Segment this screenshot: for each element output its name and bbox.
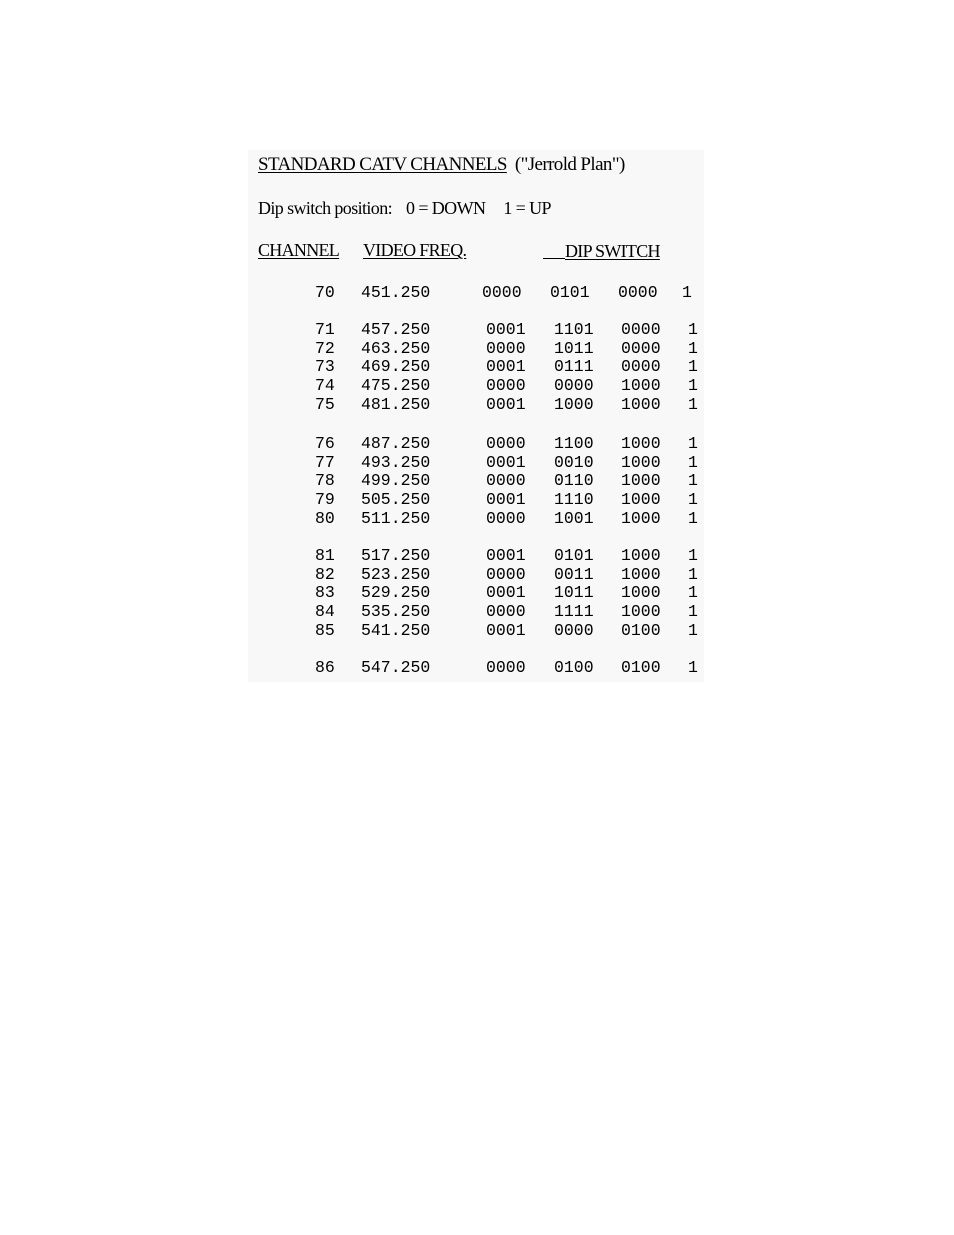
dip-switch-cell: 0110 xyxy=(554,471,594,490)
video-freq-cell: 529.250 xyxy=(361,583,431,602)
dip-switch-cell: 1011 xyxy=(554,339,594,358)
dip-switch-cell: 0000 xyxy=(486,658,526,677)
dip-switch-cell: 1 xyxy=(688,602,698,621)
dip-switch-cell: 0111 xyxy=(554,357,594,376)
video-freq-cell: 469.250 xyxy=(361,357,431,376)
dip-switch-cell: 0000 xyxy=(621,357,661,376)
dip-switch-cell: 0000 xyxy=(486,565,526,584)
channel-cell: 80 xyxy=(315,509,335,528)
dip-switch-cell: 1 xyxy=(688,434,698,453)
dip-switch-cell: 1 xyxy=(688,490,698,509)
dip-switch-cell: 1 xyxy=(688,320,698,339)
document-title: STANDARD CATV CHANNELS xyxy=(258,154,507,175)
dip-switch-cell: 1 xyxy=(688,471,698,490)
dip-switch-cell: 1101 xyxy=(554,320,594,339)
dip-switch-cell: 1 xyxy=(688,376,698,395)
video-freq-cell: 463.250 xyxy=(361,339,431,358)
channel-cell: 79 xyxy=(315,490,335,509)
video-freq-cell: 499.250 xyxy=(361,471,431,490)
dip-switch-cell: 0000 xyxy=(621,339,661,358)
dip-switch-cell: 0001 xyxy=(486,621,526,640)
dip-switch-cell: 0001 xyxy=(486,357,526,376)
dip-switch-cell: 1 xyxy=(688,509,698,528)
dip-switch-cell: 1 xyxy=(688,621,698,640)
video-freq-cell: 535.250 xyxy=(361,602,431,621)
video-freq-cell: 517.250 xyxy=(361,546,431,565)
dip-switch-cell: 0000 xyxy=(486,376,526,395)
dip-switch-cell: 1000 xyxy=(621,471,661,490)
dip-switch-cell: 1000 xyxy=(621,602,661,621)
dip-switch-cell: 0000 xyxy=(554,621,594,640)
dip-switch-cell: 0101 xyxy=(550,283,590,302)
channel-cell: 71 xyxy=(315,320,335,339)
dip-switch-cell: 0101 xyxy=(554,546,594,565)
video-freq-cell: 487.250 xyxy=(361,434,431,453)
video-freq-cell: 475.250 xyxy=(361,376,431,395)
video-freq-cell: 547.250 xyxy=(361,658,431,677)
dip-switch-cell: 1001 xyxy=(554,509,594,528)
channel-cell: 84 xyxy=(315,602,335,621)
channel-cell: 83 xyxy=(315,583,335,602)
dip-switch-cell: 0100 xyxy=(621,621,661,640)
dip-switch-cell: 1000 xyxy=(621,509,661,528)
header-dip-switch xyxy=(543,240,660,262)
video-freq-cell: 493.250 xyxy=(361,453,431,472)
dip-switch-cell: 0100 xyxy=(554,658,594,677)
dip-switch-cell: 1 xyxy=(688,583,698,602)
dip-switch-cell: 0001 xyxy=(486,453,526,472)
header-video-freq: VIDEO FREQ. xyxy=(363,240,467,260)
dip-switch-cell: 0001 xyxy=(486,583,526,602)
video-freq-cell: 523.250 xyxy=(361,565,431,584)
dip-switch-cell: 0000 xyxy=(554,376,594,395)
channel-cell: 75 xyxy=(315,395,335,414)
dip-switch-cell: 0011 xyxy=(554,565,594,584)
dip-switch-cell: 1000 xyxy=(621,376,661,395)
dip-switch-cell: 0001 xyxy=(486,395,526,414)
dip-switch-cell: 1 xyxy=(688,546,698,565)
dip-switch-cell: 1100 xyxy=(554,434,594,453)
dip-switch-cell: 0100 xyxy=(621,658,661,677)
document-subtitle: ("Jerrold Plan") xyxy=(514,154,625,175)
dip-switch-cell: 1000 xyxy=(621,434,661,453)
video-freq-cell: 511.250 xyxy=(361,509,431,528)
dip-switch-cell: 1 xyxy=(688,357,698,376)
dip-switch-cell: 1 xyxy=(688,453,698,472)
dip-switch-cell: 1011 xyxy=(554,583,594,602)
video-freq-cell: 541.250 xyxy=(361,621,431,640)
channel-cell: 76 xyxy=(315,434,335,453)
dip-switch-cell: 1000 xyxy=(621,565,661,584)
channel-cell: 74 xyxy=(315,376,335,395)
channel-cell: 77 xyxy=(315,453,335,472)
dip-switch-cell: 0000 xyxy=(482,283,522,302)
dip-switch-cell: 0001 xyxy=(486,490,526,509)
dip-switch-cell: 1000 xyxy=(621,546,661,565)
dip-switch-cell: 1111 xyxy=(554,602,594,621)
dip-switch-cell: 0010 xyxy=(554,453,594,472)
legend-up: 1 = UP xyxy=(503,198,551,218)
dip-switch-cell: 1 xyxy=(688,339,698,358)
channel-cell: 86 xyxy=(315,658,335,677)
dip-switch-cell: 1000 xyxy=(621,583,661,602)
video-freq-cell: 481.250 xyxy=(361,395,431,414)
dip-switch-cell: 1000 xyxy=(621,395,661,414)
dip-switch-cell: 1 xyxy=(688,565,698,584)
dip-switch-cell: 0000 xyxy=(486,339,526,358)
channel-cell: 78 xyxy=(315,471,335,490)
dip-switch-cell: 0001 xyxy=(486,320,526,339)
video-freq-cell: 505.250 xyxy=(361,490,431,509)
legend-label: Dip switch position: xyxy=(258,198,393,218)
dip-switch-cell: 0000 xyxy=(486,471,526,490)
dip-switch-cell: 1000 xyxy=(621,453,661,472)
header-dip-switch-label: DIP SWITCH xyxy=(565,241,660,261)
channel-cell: 73 xyxy=(315,357,335,376)
video-freq-cell: 457.250 xyxy=(361,320,431,339)
channel-cell: 85 xyxy=(315,621,335,640)
dip-switch-cell: 1 xyxy=(682,283,692,302)
dip-switch-cell: 0000 xyxy=(486,434,526,453)
channel-cell: 70 xyxy=(315,283,335,302)
dip-legend xyxy=(258,198,551,219)
dip-switch-cell: 1110 xyxy=(554,490,594,509)
dip-switch-cell: 0000 xyxy=(486,602,526,621)
dip-switch-cell: 0001 xyxy=(486,546,526,565)
legend-down: 0 = DOWN xyxy=(406,198,486,218)
dip-switch-cell: 1000 xyxy=(621,490,661,509)
dip-switch-cell: 0000 xyxy=(621,320,661,339)
dip-switch-cell: 1000 xyxy=(554,395,594,414)
channel-cell: 82 xyxy=(315,565,335,584)
channel-cell: 81 xyxy=(315,546,335,565)
header-channel: CHANNEL xyxy=(258,240,340,260)
video-freq-cell: 451.250 xyxy=(361,283,431,302)
document-title-line xyxy=(258,154,625,176)
dip-switch-cell: 1 xyxy=(688,395,698,414)
dip-switch-cell: 1 xyxy=(688,658,698,677)
dip-switch-cell: 0000 xyxy=(486,509,526,528)
channel-cell: 72 xyxy=(315,339,335,358)
dip-switch-cell: 0000 xyxy=(618,283,658,302)
